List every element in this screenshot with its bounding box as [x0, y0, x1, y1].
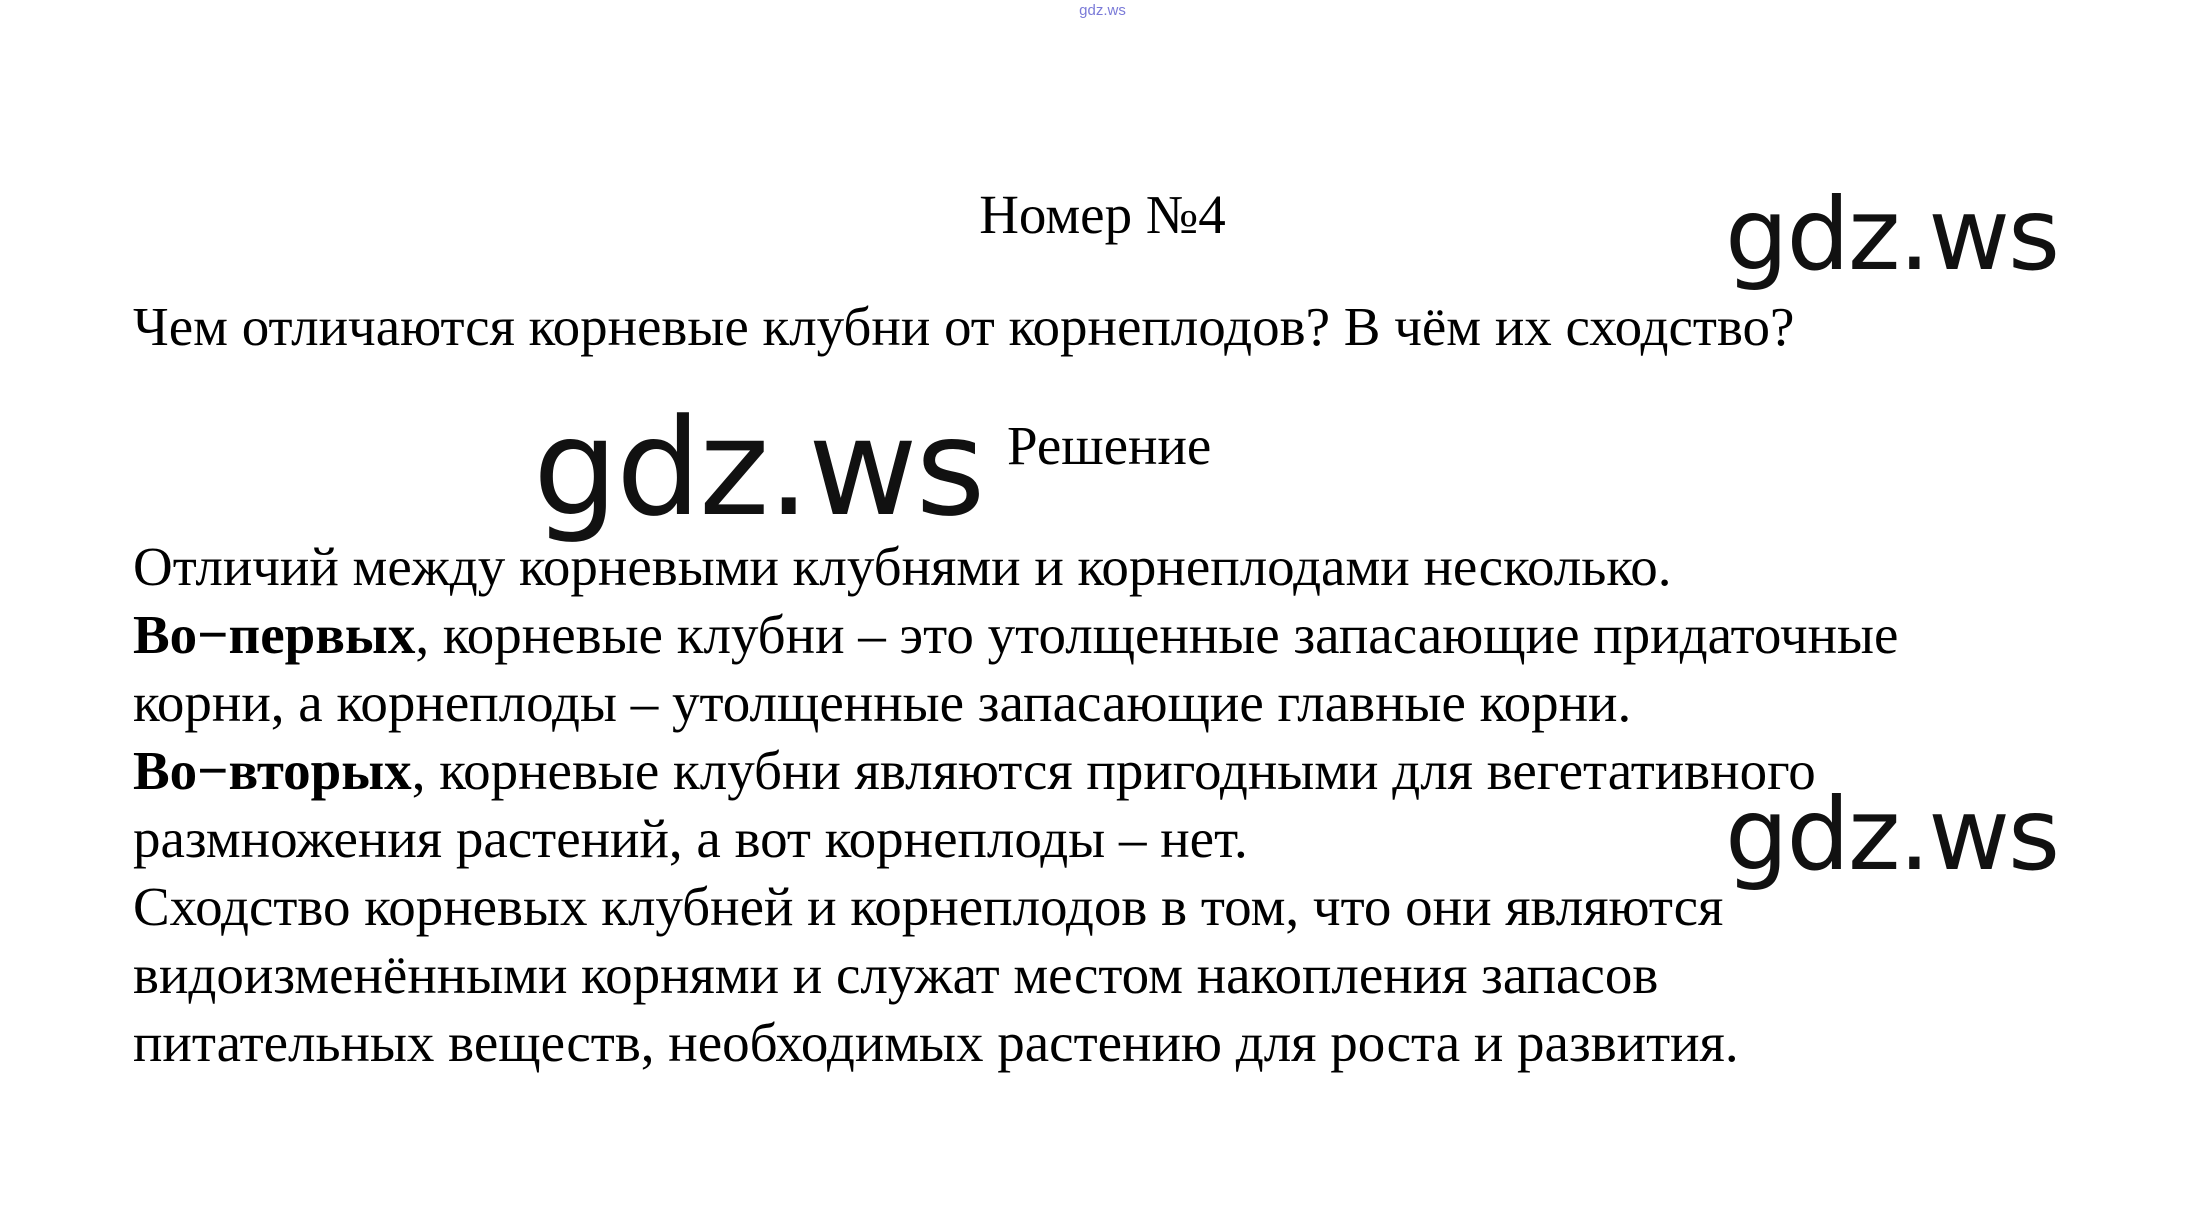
- watermark-logo: gdz.ws: [1725, 776, 2059, 893]
- answer-line-text: видоизменёнными корнями и служат местом накопления запасов: [133, 944, 1659, 1005]
- answer-line: [133, 533, 1898, 601]
- answer-line: [133, 1009, 1898, 1077]
- answer-block: [133, 533, 1898, 1077]
- answer-line-text: , корневые клубни – это утолщенные запасающие придаточные: [415, 604, 1899, 665]
- answer-line-text: размножения растений, а вот корнеплоды – нет.: [133, 808, 1248, 869]
- answer-line: [133, 669, 1898, 737]
- answer-line: [133, 737, 1898, 805]
- solution-heading: Решение: [1007, 415, 1212, 476]
- top-watermark-text: gdz.ws: [1079, 2, 1126, 19]
- page-title: Номер №4: [979, 184, 1226, 245]
- watermark-logo: gdz.ws: [1725, 176, 2059, 293]
- question-text: Чем отличаются корневые клубни от корнеплодов? В чём их сходство?: [133, 296, 1795, 357]
- answer-line: [133, 941, 1898, 1009]
- answer-line-bold: Во−вторых: [133, 740, 412, 801]
- answer-line-text: Отличий между корневыми клубнями и корнеплодами несколько.: [133, 536, 1672, 597]
- answer-line: [133, 601, 1898, 669]
- answer-line-text: питательных веществ, необходимых растению для роста и развития.: [133, 1012, 1739, 1073]
- answer-line: [133, 805, 1898, 873]
- watermark-logo: gdz.ws: [533, 390, 984, 546]
- answer-line-text: корни, а корнеплоды – утолщенные запасающие главные корни.: [133, 672, 1632, 733]
- answer-line-text: , корневые клубни являются пригодными для вегетативного: [411, 740, 1816, 801]
- answer-line-bold: Во−первых: [133, 604, 416, 665]
- answer-line: [133, 873, 1898, 941]
- answer-line-text: Сходство корневых клубней и корнеплодов в том, что они являются: [133, 876, 1724, 937]
